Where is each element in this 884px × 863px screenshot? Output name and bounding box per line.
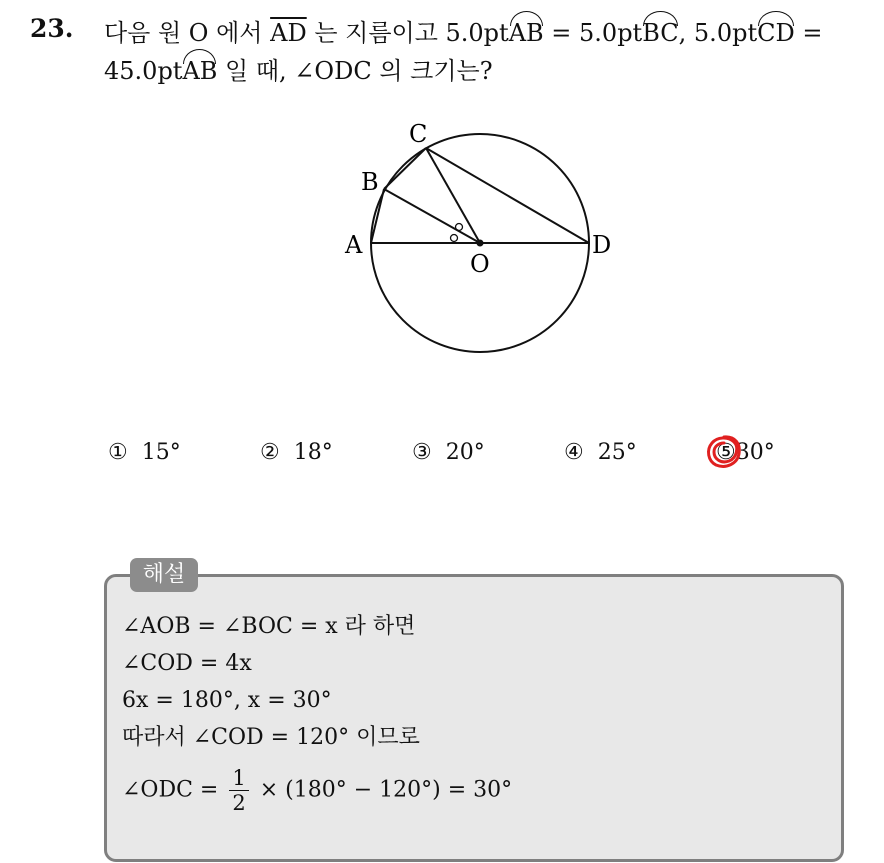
diameter-ad: $\overline{AD}$ [270, 19, 307, 47]
center-point-o [477, 240, 484, 247]
solution-line-1: ∠AOB = ∠BOC = x 라 하면 [122, 614, 416, 639]
question-line1-prefix: 다음 원 O 에서 [104, 19, 271, 47]
question-line-2 [104, 52, 874, 90]
choice-4-value: 25° [597, 440, 637, 465]
angle-mark-1 [451, 235, 458, 242]
choice-1[interactable] [108, 440, 181, 465]
fraction-denominator: 2 [232, 791, 246, 815]
choice-1-mark: ① [108, 440, 128, 465]
solution-line5-prefix: ∠ODC = [122, 777, 226, 803]
label-c: C [409, 120, 428, 148]
question-line1-mid: 는 지름이고 5.0pt [306, 19, 509, 47]
label-a: A [345, 231, 363, 259]
answer-circle-mark [704, 432, 744, 472]
choice-3-value: 20° [445, 440, 485, 465]
choice-1-value: 15° [141, 440, 181, 465]
question-comma: , 5.0pt [678, 19, 758, 47]
choice-4[interactable] [564, 440, 637, 465]
solution-line-5 [122, 766, 513, 815]
fraction-one-half [229, 766, 248, 815]
chord-ab [371, 189, 384, 243]
choice-5-mark: ⑤ [716, 440, 736, 465]
choice-5[interactable] [716, 440, 775, 465]
choice-2-mark: ② [260, 440, 280, 465]
solution-body [122, 612, 513, 815]
choice-2[interactable] [260, 440, 333, 465]
question-number: 23. [30, 14, 74, 43]
label-d: D [592, 231, 612, 259]
choice-3[interactable] [412, 440, 485, 465]
question-text [104, 14, 874, 90]
choice-3-mark: ③ [412, 440, 432, 465]
circle-diagram [340, 115, 630, 385]
chord-bc [384, 148, 426, 189]
question-line-1 [104, 14, 874, 52]
choice-5-value: 30° [735, 440, 775, 465]
question-eq1: = 5.0pt [543, 19, 643, 47]
choice-2-value: 18° [293, 440, 333, 465]
question-line2-prefix: 45.0pt [104, 57, 183, 85]
solution-line-4: 따라서 ∠COD = 120° 이므로 [122, 725, 420, 750]
angle-mark-2 [456, 224, 463, 231]
answer-choices [108, 440, 808, 470]
label-b: B [361, 168, 379, 196]
chord-cd [426, 148, 589, 243]
question-eq2: = [794, 19, 823, 47]
arc-cd: CD [757, 14, 795, 52]
choice-4-mark: ④ [564, 440, 584, 465]
solution-line-2: ∠COD = 4x [122, 651, 252, 676]
arc-ab-2: AB [182, 52, 217, 90]
solution-line-3: 6x = 180°, x = 30° [122, 688, 332, 713]
fraction-numerator: 1 [229, 766, 248, 791]
solution-line5-suffix: × (180° − 120°) = 30° [252, 777, 513, 803]
question-line2-suffix: 일 때, ∠ODC 의 크기는? [217, 57, 493, 85]
solution-tab: 해설 [130, 558, 198, 592]
label-o: O [470, 250, 490, 278]
arc-bc: BC [642, 14, 678, 52]
arc-ab: AB [509, 14, 544, 52]
